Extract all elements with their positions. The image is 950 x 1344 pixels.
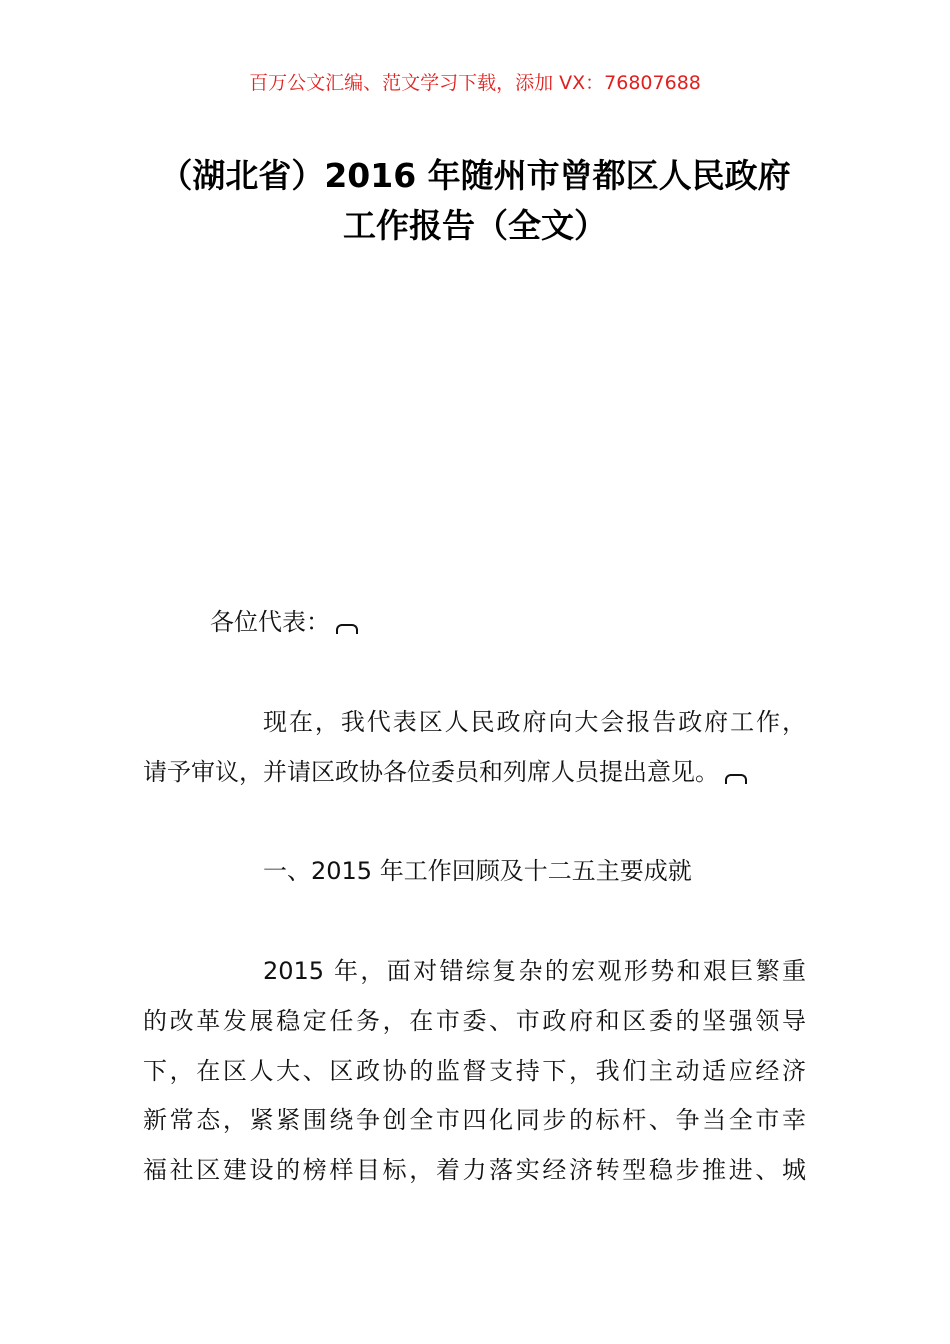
salutation	[210, 605, 358, 639]
watermark-text: 百万公文汇编、范文学习下载，添加 VX：76807688	[249, 72, 701, 94]
paragraph-line: 现在，我代表区人民政府向大会报告政府工作，	[263, 708, 806, 736]
section-heading: 一、2015 年工作回顾及十二五主要成就	[263, 857, 692, 885]
document-title-line-2: 工作报告（全文）	[343, 206, 607, 245]
document-title-line-1: （湖北省）2016 年随州市曾都区人民政府	[159, 156, 791, 195]
paragraph-mark-icon	[725, 774, 747, 784]
paragraph-line-text: 请予审议，并请区政协各位委员和列席人员提出意见。	[143, 758, 719, 786]
paragraph-line: 新常态，紧紧围绕争创全市四化同步的标杆、争当全市幸	[143, 1106, 806, 1134]
salutation-text: 各位代表：	[210, 608, 330, 636]
paragraph-line: 的改革发展稳定任务，在市委、市政府和区委的坚强领导	[143, 1007, 806, 1035]
paragraph-line: 福社区建设的榜样目标，着力落实经济转型稳步推进、城	[143, 1156, 806, 1184]
paragraph-line: 2015 年，面对错综复杂的宏观形势和艰巨繁重	[263, 957, 806, 985]
paragraph-line	[143, 755, 747, 789]
paragraph-line: 下，在区人大、区政协的监督支持下，我们主动适应经济	[143, 1057, 806, 1085]
paragraph-mark-icon	[336, 624, 358, 634]
